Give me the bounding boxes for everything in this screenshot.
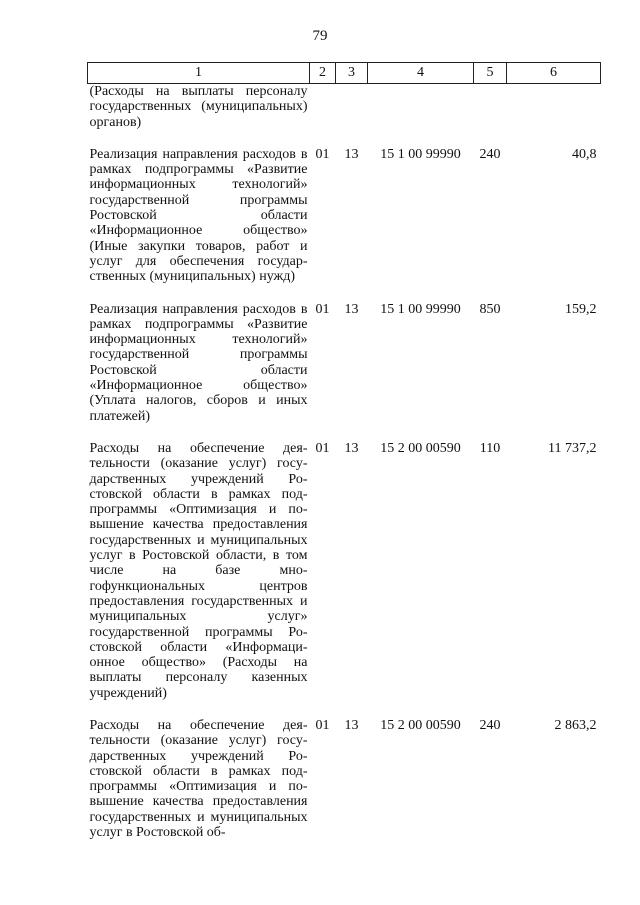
header-col-5: 5: [474, 63, 507, 84]
row-description: (Расходы на выплаты персоналу государственных (муниципальных) органов): [89, 84, 308, 130]
row-target-article: 15 2 00 00590: [380, 717, 461, 733]
row-amount: 159,2: [565, 301, 597, 317]
row-description: Реализация направления расходов в рамках подпрограммы «Развитие информационных технологий» государственной программы Ростовской области «Информационное общество» (Иные закупки товаров, работ и услуг для обеспечения государственных (муниципальных) нужд): [89, 146, 308, 285]
row-description: Расходы на обеспечение деятельности (оказание услуг) государственных учреждений Ростовской области в рамках подпрограммы «Оптимизация и повышение качества предоставления государственных и муниципальных услуг в Ростовской об-: [89, 717, 308, 841]
table-row: [88, 716, 601, 855]
row-section: [310, 84, 336, 145]
header-col-3: 3: [336, 63, 368, 84]
header-row: [88, 63, 601, 84]
row-section: 01: [315, 301, 330, 317]
row-expense-type: 240: [479, 146, 501, 162]
header-col-2: 2: [310, 63, 336, 84]
row-target-article: 15 1 00 99990: [380, 146, 461, 162]
row-amount: 11 737,2: [548, 440, 597, 456]
row-amount: 2 863,2: [554, 717, 597, 733]
header-col-6: 6: [507, 63, 601, 84]
row-expense-type: [474, 84, 507, 145]
header-col-4: 4: [368, 63, 474, 84]
row-expense-type: 110: [479, 440, 501, 456]
row-expense-type: 240: [479, 717, 501, 733]
row-expense-type: 850: [479, 301, 501, 317]
row-target-article: 15 2 00 00590: [380, 440, 461, 456]
table-row: [88, 439, 601, 716]
row-section: 01: [315, 146, 330, 162]
row-subsection: 13: [344, 440, 359, 456]
row-amount: 40,8: [572, 146, 597, 162]
row-section: 01: [315, 440, 330, 456]
row-section: 01: [315, 717, 330, 733]
row-amount: [507, 84, 601, 145]
row-target-article: 15 1 00 99990: [380, 301, 461, 317]
budget-table: [87, 62, 601, 855]
table-row: [88, 300, 601, 439]
row-description: Расходы на обеспечение деятельности (оказание услуг) государственных учреждений Ростовской области в рамках подпрограммы «Оптимизация и повышение качества предоставления государственных и муниципальных услуг в Ростовской области, в том числе на базе многофункциональных центров предоставления государственных и муниципальных услуг» государственной программы Ростовской области «Информационное общество» (Расходы на выплаты персоналу казенных учреждений): [89, 440, 308, 701]
row-subsection: [336, 84, 368, 145]
row-subsection: 13: [344, 301, 359, 317]
row-subsection: 13: [344, 146, 359, 162]
table-row: [88, 84, 601, 145]
row-subsection: 13: [344, 717, 359, 733]
table-row: [88, 145, 601, 300]
header-col-1: 1: [88, 63, 310, 84]
row-target-article: [368, 84, 474, 145]
page-number: 79: [312, 28, 328, 44]
row-description: Реализация направления расходов в рамках подпрограммы «Развитие информационных технологий» государственной программы Ростовской области «Информационное общество» (Уплата налогов, сборов и иных платежей): [89, 301, 308, 424]
